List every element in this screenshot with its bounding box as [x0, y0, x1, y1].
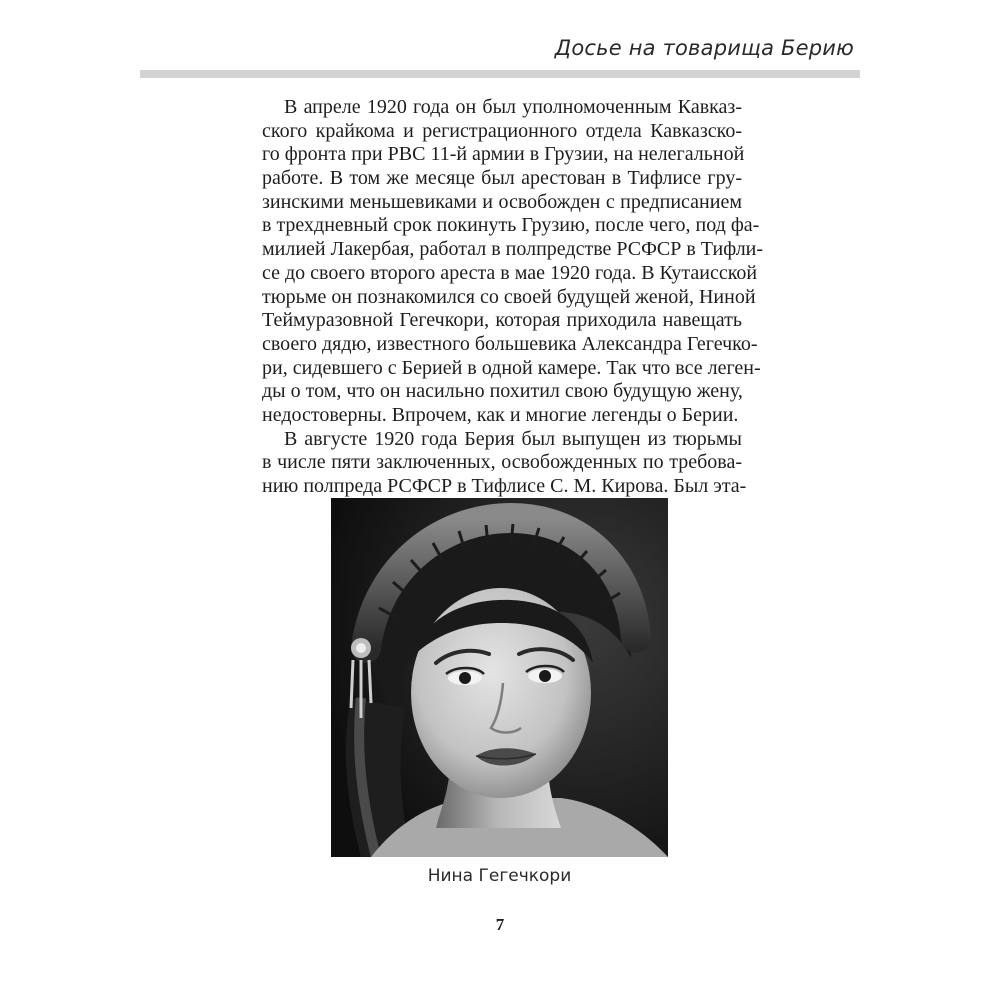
text-line: своего дядю, известного большевика Александра Гегечко- [262, 332, 758, 355]
text-line: се до своего второго ареста в мае 1920 года. В Кутаисской [262, 261, 758, 284]
text-line: ды о том, что он насильно похитил свою будущую жену, [262, 380, 743, 403]
photo-caption: Нина Гегечкори [427, 866, 572, 886]
text-line: милией Лакербая, работал в полпредстве РСФСР в Тифли- [262, 238, 764, 261]
text-line: В августе 1920 года Берия был выпущен из тюрьмы [284, 427, 742, 450]
text-line: ского крайкома и регистрационного отдела Кавказско- [262, 119, 742, 142]
text-line: ри, сидевшего с Берией в одной камере. Так что все леген- [262, 356, 761, 379]
text-line: В апреле 1920 года он был уполномоченным Кавказ- [284, 96, 742, 118]
body-text [262, 96, 764, 499]
running-header [140, 36, 860, 76]
text-line: Теймуразовной Гегечкори, которая приходила навещать [262, 309, 742, 332]
text-line: го фронта при РВС 11-й армии в Грузии, на нелегальной [262, 143, 745, 166]
running-title: Досье на товарища Берию [554, 36, 854, 60]
text-line: работе. В том же месяце был арестован в Тифлисе гру- [262, 167, 742, 190]
text-line: тюрьме он познакомился со своей будущей женой, Ниной [262, 285, 756, 308]
header-rule [140, 70, 860, 78]
text-line: зинскими меньшевиками и освобожден с предписанием [262, 190, 742, 213]
portrait-illustration [331, 498, 668, 857]
text-line: в числе пяти заключенных, освобожденных по требова- [262, 451, 742, 474]
text-line: нию полпреда РСФСР в Тифлисе С. М. Кирова. Был эта- [262, 475, 747, 497]
text-line: недостоверны. Впрочем, как и многие легенды о Берии. [262, 403, 739, 426]
text-line: в трехдневный срок покинуть Грузию, после чего, под фа- [262, 214, 760, 237]
portrait-photo [331, 498, 668, 857]
page-number: 7 [495, 915, 505, 934]
